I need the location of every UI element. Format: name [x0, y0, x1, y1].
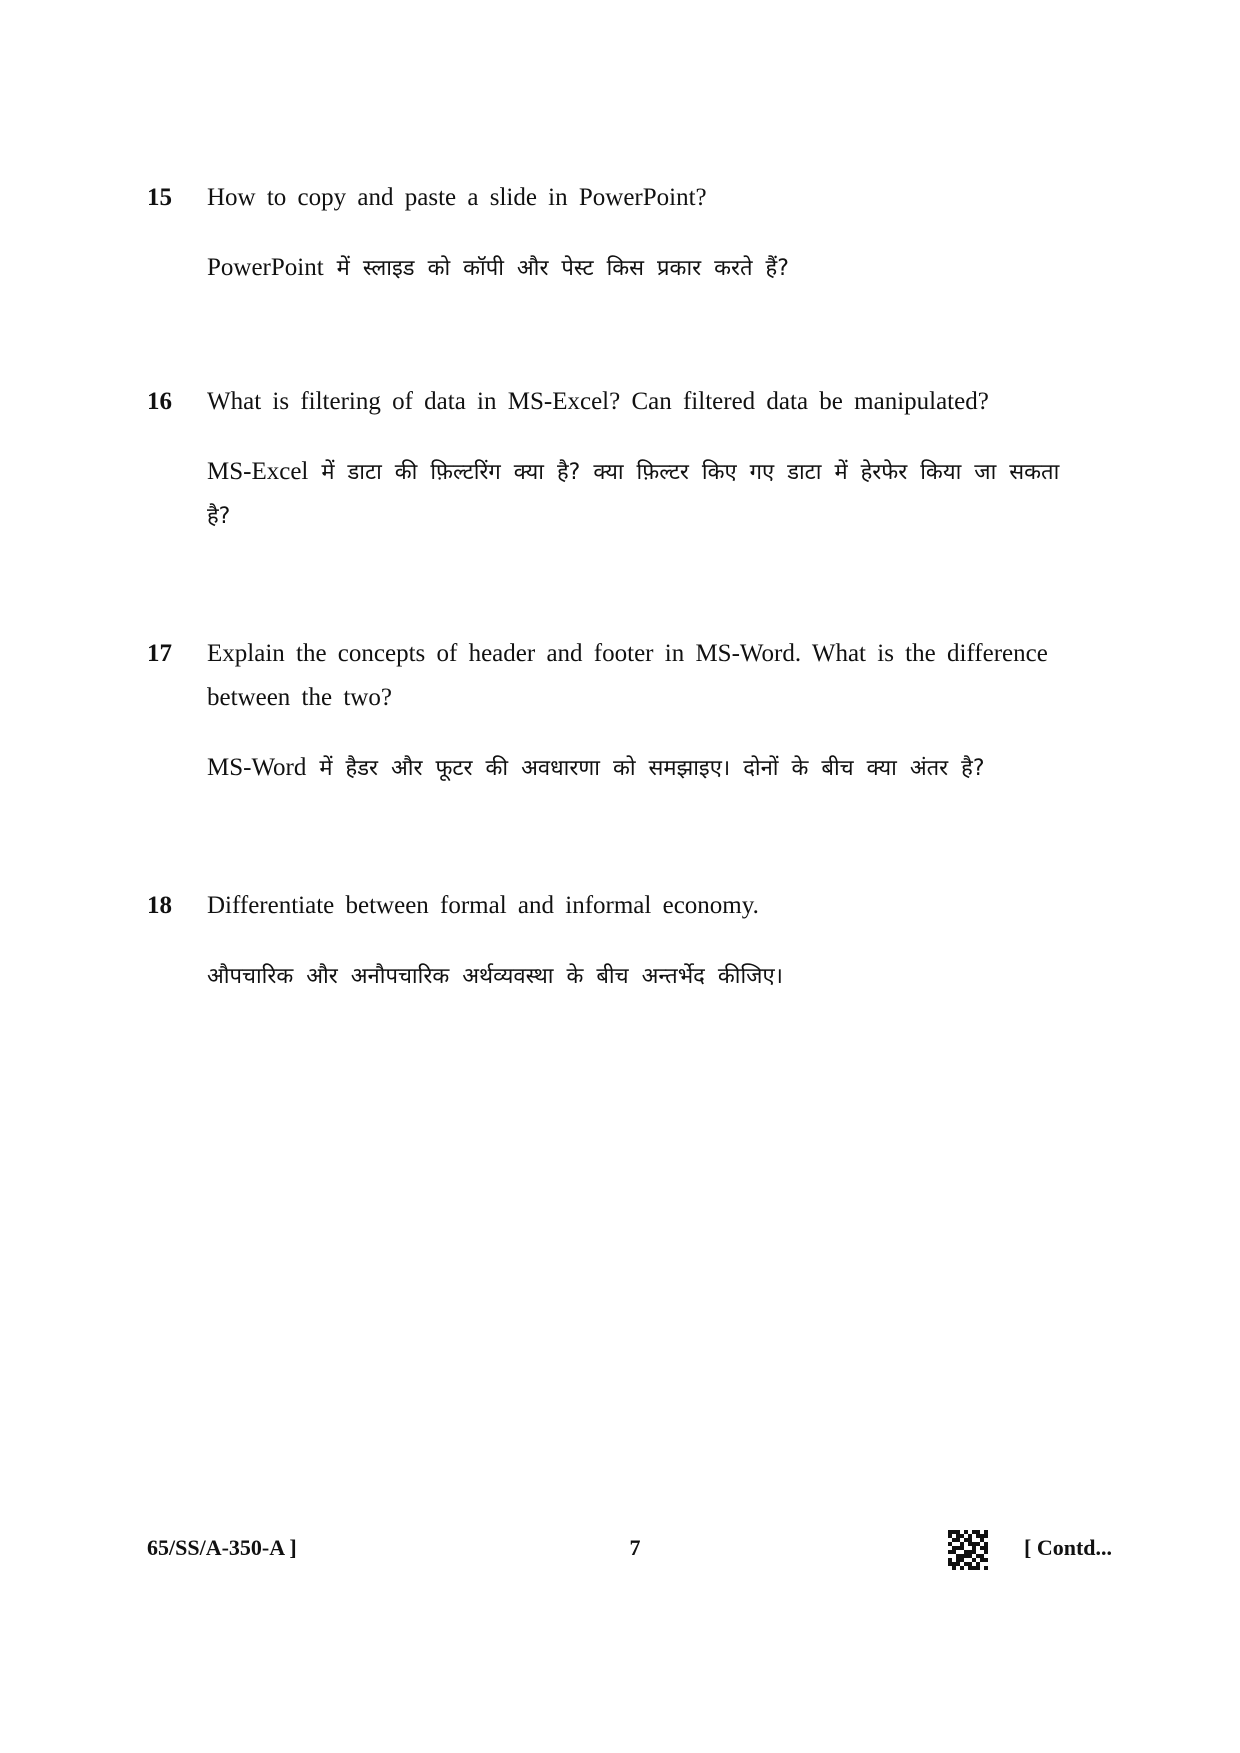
hindi-latin-term: MS-Word — [207, 754, 307, 781]
question-text-english: Explain the concepts of header and footer in MS-Word. What is the difference between the two? — [207, 640, 1048, 711]
question-body — [207, 176, 1077, 291]
question-number: 15 — [147, 184, 172, 211]
qr-code-icon — [948, 1530, 988, 1570]
hindi-text: में हैडर और फूटर की अवधारणा को समझाइए। दोनों के बीच क्या अंतर है? — [306, 756, 985, 781]
hindi-latin-term: PowerPoint — [207, 254, 324, 281]
question-text-hindi — [207, 450, 1077, 539]
paper-code: 65/SS/A-350-A ] — [147, 1535, 297, 1560]
question-number: 17 — [147, 640, 172, 667]
question-body — [207, 380, 1077, 539]
question-text-english: Differentiate between formal and informal economy. — [207, 892, 759, 919]
hindi-text: में स्लाइड को कॉपी और पेस्ट किस प्रकार करते हैं? — [323, 256, 789, 281]
continued-label: [ Contd... — [1024, 1535, 1113, 1560]
question-text-hindi — [207, 954, 1077, 999]
page-number: 7 — [629, 1535, 641, 1560]
question-text-english: What is filtering of data in MS-Excel? Can filtered data be manipulated? — [207, 388, 989, 415]
hindi-text: औपचारिक और अनौपचारिक अर्थव्यवस्था के बीच अन्तर्भेद कीजिए। — [207, 964, 783, 989]
question-body — [207, 632, 1077, 791]
question-text-hindi — [207, 746, 1077, 791]
question-text-hindi — [207, 246, 1077, 291]
question-number: 18 — [147, 892, 172, 919]
question-body — [207, 884, 1077, 999]
hindi-text: में डाटा की फ़िल्टरिंग क्या है? क्या फ़िल्टर किए गए डाटा में हेरफेर किया जा सकता है? — [207, 460, 1060, 529]
question-text-english: How to copy and paste a slide in PowerPoint? — [207, 184, 707, 211]
hindi-latin-term: MS-Excel — [207, 458, 309, 485]
question-number: 16 — [147, 388, 172, 415]
